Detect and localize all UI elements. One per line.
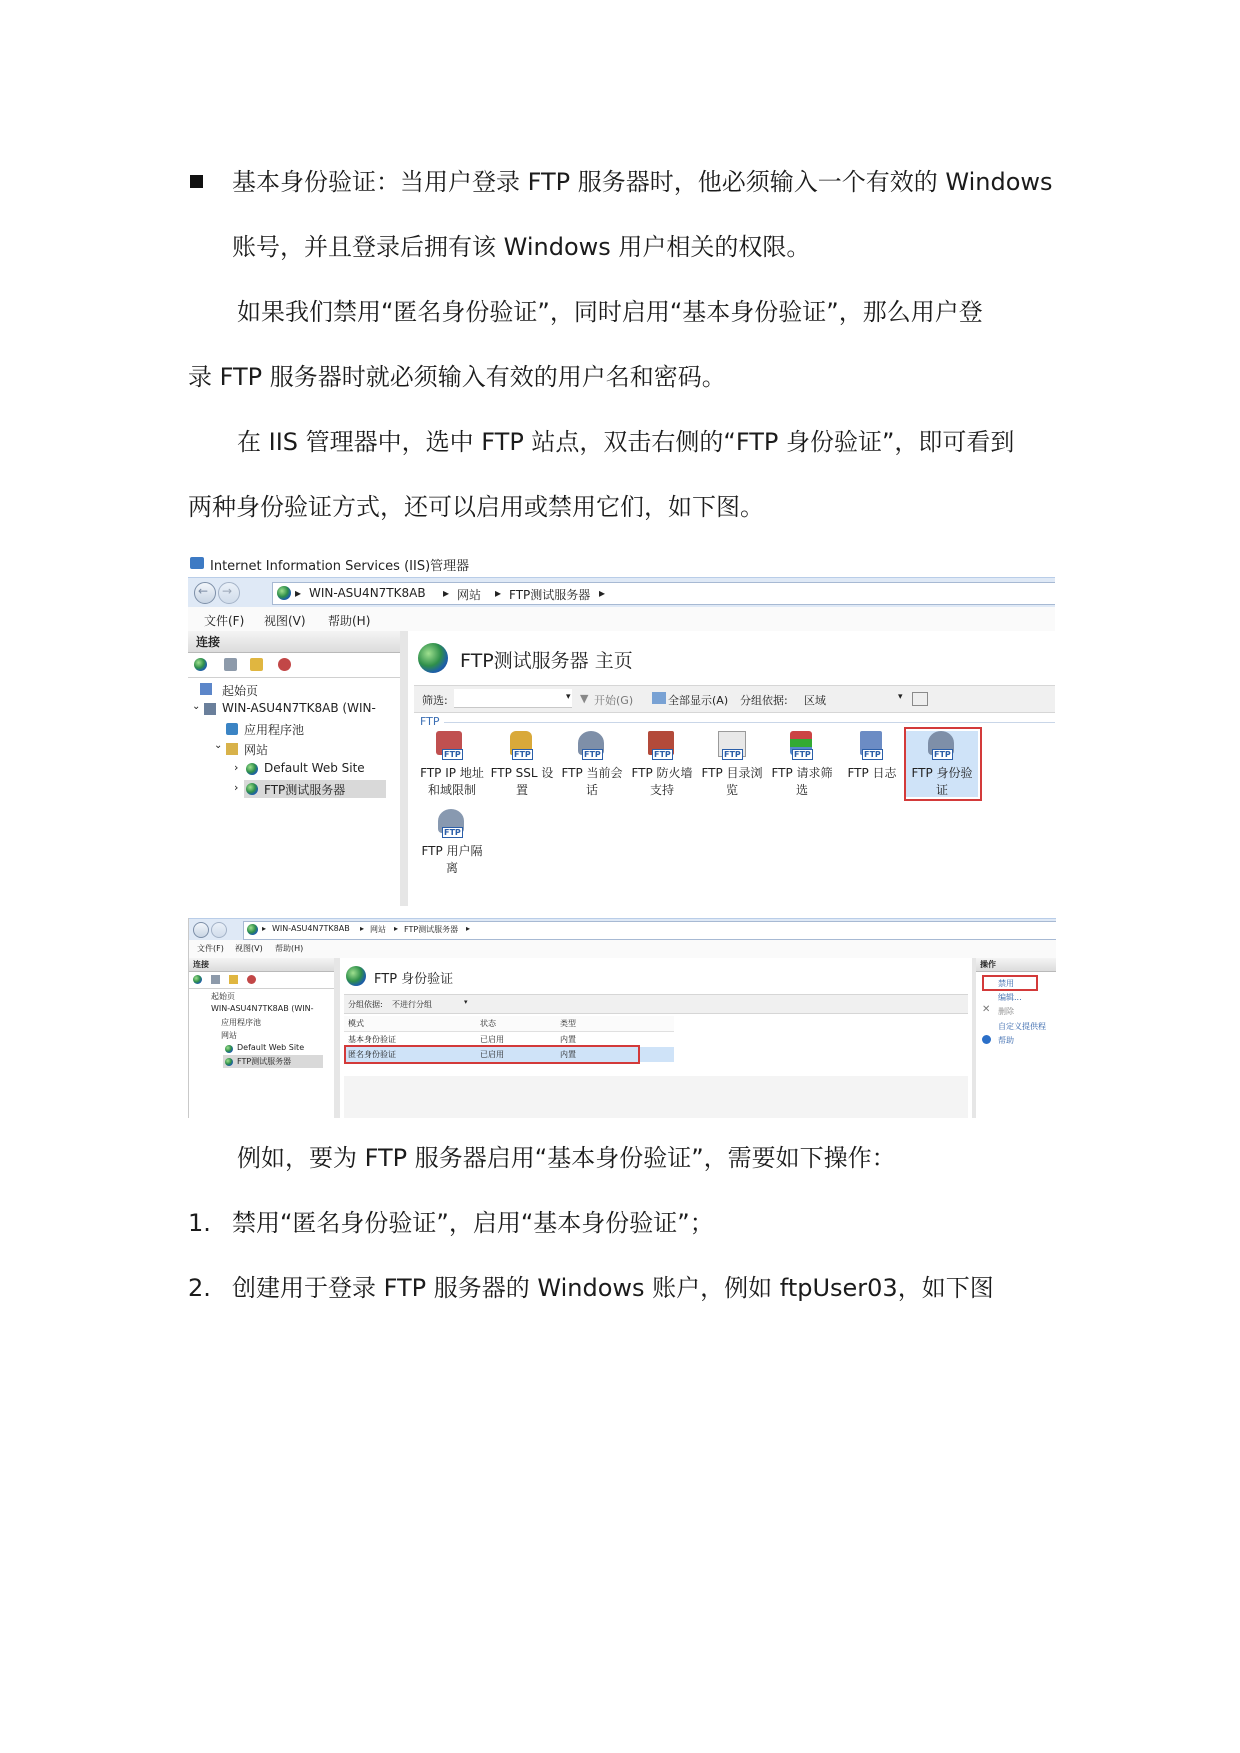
show-all-icon bbox=[652, 692, 666, 704]
features-pane bbox=[408, 631, 1055, 906]
list-item-1-number: 1. bbox=[188, 1209, 211, 1237]
tile-label-line2: 离 bbox=[445, 861, 458, 875]
tile-label-line1: FTP 当前会 bbox=[561, 766, 623, 780]
breadcrumb-sep-icon: ▸ bbox=[443, 586, 450, 600]
connections-toolbar bbox=[188, 653, 400, 678]
breadcrumb-sep-icon: ▸ bbox=[466, 924, 471, 933]
paragraph-disable-anon-line1: 如果我们禁用“匿名身份验证”，同时启用“基本身份验证”，那么用户登 bbox=[237, 298, 983, 326]
globe-icon bbox=[246, 763, 258, 775]
app-pool-icon bbox=[226, 723, 238, 735]
back-button[interactable] bbox=[193, 922, 209, 938]
globe-icon bbox=[247, 924, 258, 935]
iis-manager-home-screenshot bbox=[188, 551, 1055, 906]
ftp-badge: FTP bbox=[794, 750, 811, 759]
disconnect-icon[interactable] bbox=[247, 975, 256, 984]
forward-arrow-icon: → bbox=[222, 584, 233, 598]
start-page-icon bbox=[200, 683, 212, 695]
tile-ftp-request-filtering[interactable] bbox=[766, 731, 838, 797]
tile-label-line1: FTP 目录浏 bbox=[701, 766, 763, 780]
breadcrumb-sep-icon: ▸ bbox=[495, 586, 502, 600]
address-bar bbox=[189, 918, 1056, 942]
ftp-badge: FTP bbox=[864, 750, 881, 759]
menu-file[interactable]: 文件(F) bbox=[197, 944, 224, 953]
tree-ftp-site[interactable]: FTP测试服务器 bbox=[264, 783, 346, 797]
save-icon[interactable] bbox=[224, 658, 237, 671]
tile-ftp-user-isolation[interactable] bbox=[416, 809, 488, 875]
tile-label-line2: 和域限制 bbox=[427, 783, 476, 797]
filter-label: 筛选: bbox=[422, 694, 448, 707]
table-header bbox=[344, 1016, 674, 1032]
forward-button[interactable] bbox=[211, 922, 227, 938]
highlight-box bbox=[982, 975, 1038, 991]
window-title: Internet Information Services (IIS)管理器 bbox=[210, 559, 470, 574]
group-by-select[interactable]: 区域 bbox=[804, 694, 826, 707]
tile-label-line1: FTP 请求筛 bbox=[771, 766, 833, 780]
group-bar bbox=[344, 994, 968, 1014]
paragraph-iis-line2: 两种身份验证方式，还可以启用或禁用它们，如下图。 bbox=[188, 493, 764, 521]
chevron-down-icon[interactable]: ▾ bbox=[898, 692, 903, 702]
back-arrow-icon: ← bbox=[198, 584, 209, 598]
tile-ftp-firewall[interactable] bbox=[626, 731, 698, 797]
breadcrumb[interactable] bbox=[243, 921, 1056, 940]
tile-label-line2: 证 bbox=[935, 783, 948, 797]
chevron-down-icon[interactable]: ⌄ bbox=[192, 701, 201, 712]
tree-default-web-site[interactable]: Default Web Site bbox=[237, 1043, 305, 1052]
group-by-label: 分组依据: bbox=[348, 1000, 383, 1009]
page-title: FTP测试服务器 主页 bbox=[460, 650, 633, 672]
tile-label-line1: FTP 日志 bbox=[847, 766, 897, 780]
help-icon bbox=[982, 1035, 991, 1044]
column-header-type[interactable]: 类型 bbox=[560, 1019, 576, 1028]
funnel-icon: ▼ bbox=[580, 692, 589, 705]
actions-pane bbox=[976, 958, 1056, 1118]
chevron-down-icon[interactable]: ▾ bbox=[464, 998, 468, 1006]
list-item-2-text: 创建用于登录 FTP 服务器的 Windows 账户，例如 ftpUser03，如下图 bbox=[232, 1274, 994, 1302]
tile-label-line1: FTP SSL 设 bbox=[490, 766, 554, 780]
menu-view[interactable]: 视图(V) bbox=[264, 614, 306, 628]
tile-label-line2: 话 bbox=[585, 783, 598, 797]
tile-ftp-sessions[interactable] bbox=[556, 731, 628, 797]
up-folder-icon[interactable] bbox=[229, 975, 238, 984]
breadcrumb-ftp-site[interactable]: FTP测试服务器 bbox=[509, 588, 591, 602]
paragraph-iis-line1: 在 IIS 管理器中，选中 FTP 站点，双击右侧的“FTP 身份验证”，即可看到 bbox=[237, 428, 1015, 456]
site-globe-icon bbox=[418, 643, 448, 673]
connections-header: 连接 bbox=[189, 958, 334, 972]
paragraph-disable-anon-line2: 录 FTP 服务器时就必须输入有效的用户名和密码。 bbox=[188, 363, 726, 391]
connections-toolbar bbox=[189, 972, 334, 989]
action-disable[interactable]: 禁用 bbox=[998, 979, 1014, 988]
filter-bar bbox=[414, 685, 1055, 713]
tile-ftp-logging[interactable] bbox=[836, 731, 908, 797]
breadcrumb-sep-icon: ▸ bbox=[295, 586, 302, 600]
tile-label-line1: FTP 身份验 bbox=[911, 766, 973, 780]
actions-header: 操作 bbox=[976, 958, 1056, 972]
tile-label-line2: 支持 bbox=[649, 783, 674, 797]
globe-icon bbox=[246, 783, 258, 795]
ftp-badge: FTP bbox=[444, 750, 461, 759]
tile-label-line2: 选 bbox=[795, 783, 808, 797]
tree-server[interactable]: WIN-ASU4N7TK8AB (WIN- bbox=[211, 1004, 314, 1013]
breadcrumb-sites[interactable]: 网站 bbox=[457, 588, 482, 602]
start-filter-button[interactable]: 开始(G) bbox=[594, 694, 634, 707]
tree-app-pools[interactable]: 应用程序池 bbox=[221, 1018, 261, 1027]
menu-help[interactable]: 帮助(H) bbox=[275, 944, 304, 953]
page-title: FTP 身份验证 bbox=[374, 972, 454, 987]
tile-label-line1: FTP 防火墙 bbox=[631, 766, 693, 780]
breadcrumb-server[interactable]: WIN-ASU4N7TK8AB bbox=[272, 924, 350, 933]
save-icon[interactable] bbox=[211, 975, 220, 984]
connect-icon[interactable] bbox=[194, 658, 207, 671]
chevron-down-icon[interactable]: ▾ bbox=[566, 692, 571, 702]
tile-label-line2: 览 bbox=[725, 783, 738, 797]
highlight-box bbox=[344, 1045, 640, 1064]
breadcrumb-sep-icon: ▸ bbox=[394, 924, 399, 933]
tile-label-line1: FTP IP 地址 bbox=[420, 766, 484, 780]
group-by-label: 分组依据: bbox=[740, 694, 788, 707]
tree-start-page[interactable]: 起始页 bbox=[211, 992, 235, 1001]
tree-start-page[interactable]: 起始页 bbox=[222, 684, 259, 698]
paragraph-example: 例如，要为 FTP 服务器启用“基本身份验证”，需要如下操作： bbox=[237, 1144, 896, 1172]
menu-bar bbox=[189, 940, 1056, 959]
connections-pane bbox=[189, 958, 335, 1118]
server-icon bbox=[204, 703, 216, 715]
chevron-right-icon[interactable]: › bbox=[234, 761, 239, 774]
menu-help[interactable]: 帮助(H) bbox=[328, 614, 371, 628]
column-header-status[interactable]: 状态 bbox=[480, 1019, 496, 1028]
connections-header: 连接 bbox=[188, 631, 400, 653]
cell-mode: 匿名身份验证 bbox=[348, 1050, 396, 1059]
sites-folder-icon bbox=[226, 743, 238, 755]
ftp-badge: FTP bbox=[584, 750, 601, 759]
tree-sites[interactable]: 网站 bbox=[221, 1031, 237, 1040]
tree-ftp-site[interactable]: FTP测试服务器 bbox=[237, 1057, 292, 1066]
breadcrumb-sites[interactable]: 网站 bbox=[370, 925, 386, 934]
list-item-2-number: 2. bbox=[188, 1274, 211, 1302]
globe-icon bbox=[225, 1058, 233, 1066]
list-item-1-text: 禁用“匿名身份验证”，启用“基本身份验证”； bbox=[232, 1209, 714, 1237]
view-mode-icon[interactable] bbox=[912, 692, 928, 706]
disconnect-icon[interactable] bbox=[278, 658, 291, 671]
tree-sites[interactable]: 网站 bbox=[244, 743, 269, 757]
bullet-marker bbox=[190, 175, 203, 188]
cell-type: 内置 bbox=[560, 1050, 576, 1059]
breadcrumb[interactable] bbox=[272, 582, 1055, 605]
tree-default-web-site[interactable]: Default Web Site bbox=[264, 761, 365, 775]
tree-server[interactable]: WIN-ASU4N7TK8AB (WIN- bbox=[222, 701, 376, 715]
column-header-mode[interactable]: 模式 bbox=[348, 1019, 364, 1028]
filter-input[interactable] bbox=[454, 689, 572, 708]
tile-ftp-ip-restrictions[interactable] bbox=[416, 731, 488, 797]
action-custom-providers[interactable]: 自定义提供程 bbox=[998, 1022, 1046, 1031]
ftp-badge: FTP bbox=[654, 750, 671, 759]
action-edit[interactable]: 编辑... bbox=[998, 993, 1022, 1002]
breadcrumb-sep-icon: ▸ bbox=[262, 924, 267, 933]
show-all-button[interactable]: 全部显示(A) bbox=[668, 694, 729, 707]
ftp-badge: FTP bbox=[444, 828, 461, 837]
tile-ftp-ssl[interactable] bbox=[486, 731, 558, 797]
chevron-down-icon[interactable]: ⌄ bbox=[214, 740, 223, 751]
ftp-badge: FTP bbox=[514, 750, 531, 759]
paragraph-basic-auth-line2: 账号，并且登录后拥有该 Windows 用户相关的权限。 bbox=[232, 233, 811, 261]
up-folder-icon[interactable] bbox=[250, 658, 263, 671]
breadcrumb-sep-icon: ▸ bbox=[599, 586, 606, 600]
tile-ftp-directory-browsing[interactable] bbox=[696, 731, 768, 797]
site-globe-icon bbox=[346, 966, 366, 986]
address-bar bbox=[188, 577, 1055, 609]
delete-icon: ✕ bbox=[982, 1004, 991, 1015]
ftp-badge: FTP bbox=[934, 750, 951, 759]
menu-bar bbox=[188, 607, 1055, 632]
cell-type: 内置 bbox=[560, 1035, 576, 1044]
table-empty-area bbox=[344, 1076, 968, 1118]
paragraph-basic-auth-line1: 基本身份验证：当用户登录 FTP 服务器时，他必须输入一个有效的 Windows bbox=[232, 168, 1053, 196]
auth-features-pane bbox=[340, 958, 972, 1118]
action-remove[interactable]: 删除 bbox=[998, 1007, 1014, 1016]
group-by-select[interactable]: 不进行分组 bbox=[392, 1000, 432, 1009]
section-divider bbox=[444, 722, 1055, 723]
breadcrumb-server[interactable]: WIN-ASU4N7TK8AB bbox=[309, 586, 426, 600]
ftp-authentication-screenshot bbox=[188, 918, 1056, 1118]
tile-label-line1: FTP 用户隔 bbox=[421, 844, 483, 858]
breadcrumb-ftp-site[interactable]: FTP测试服务器 bbox=[404, 925, 459, 934]
window-titlebar bbox=[188, 551, 1055, 577]
connect-icon[interactable] bbox=[193, 975, 202, 984]
menu-view[interactable]: 视图(V) bbox=[235, 944, 263, 953]
iis-app-icon bbox=[190, 557, 204, 569]
tree-app-pools[interactable]: 应用程序池 bbox=[244, 723, 305, 737]
tile-label-line2: 置 bbox=[515, 783, 528, 797]
pane-splitter[interactable] bbox=[400, 631, 408, 906]
chevron-right-icon[interactable]: › bbox=[234, 781, 239, 794]
connections-pane bbox=[188, 631, 401, 906]
action-help[interactable]: 帮助 bbox=[998, 1036, 1014, 1045]
globe-icon bbox=[225, 1045, 233, 1053]
section-ftp-label: FTP bbox=[420, 715, 440, 728]
ftp-badge: FTP bbox=[724, 750, 741, 759]
menu-file[interactable]: 文件(F) bbox=[204, 614, 245, 628]
breadcrumb-sep-icon: ▸ bbox=[360, 924, 365, 933]
highlight-box bbox=[904, 727, 982, 801]
cell-status: 已启用 bbox=[480, 1050, 504, 1059]
globe-icon bbox=[277, 586, 291, 600]
cell-status: 已启用 bbox=[480, 1035, 504, 1044]
cell-mode: 基本身份验证 bbox=[348, 1035, 396, 1044]
